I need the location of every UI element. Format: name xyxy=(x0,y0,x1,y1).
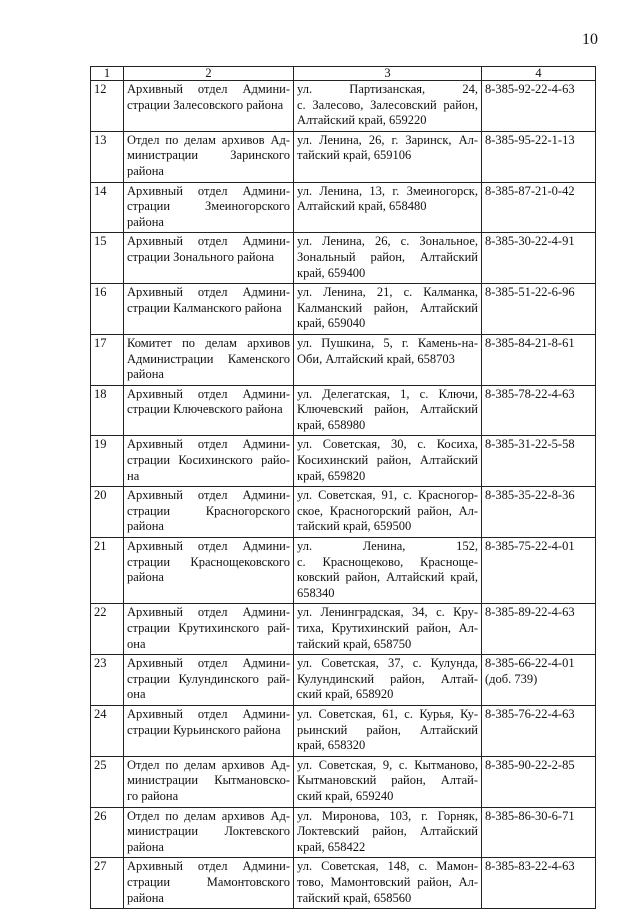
row-number: 12 xyxy=(91,81,124,132)
organization-line: Архивный отдел Админи- xyxy=(127,82,290,96)
organization-line: Архивный отдел Админи- xyxy=(127,183,290,198)
organization-line: страции Курьинского района xyxy=(127,722,281,737)
address-line: тайский край, 659106 xyxy=(297,148,412,163)
organization-line: страции Косихинского райо- xyxy=(127,453,290,468)
organization-line: района xyxy=(127,890,164,905)
address-line: ковский район, Алтайский край, xyxy=(297,570,478,585)
table-row xyxy=(91,334,596,385)
organization-line: Архивный отдел Админи- xyxy=(127,285,290,300)
row-number: 19 xyxy=(91,436,124,487)
address-cell xyxy=(294,807,482,858)
address-line: Ключевский район, Алтайский xyxy=(297,402,478,417)
organization-line: страции Кулундинского рай- xyxy=(127,671,290,686)
organization-line: района xyxy=(127,570,164,585)
organization-line: Администрации Каменского xyxy=(127,351,290,366)
row-number: 23 xyxy=(91,655,124,706)
address-line: Зональный район, Алтайский xyxy=(297,249,478,264)
organization-line: она xyxy=(127,636,146,651)
organization-line: страции Красногорского xyxy=(127,503,290,518)
address-line: край, 659400 xyxy=(297,265,366,280)
table-row xyxy=(91,131,596,182)
table-row xyxy=(91,705,596,756)
address-line: рьинский район, Алтайский xyxy=(297,722,478,737)
phone-cell: 8-385-87-21-0-42 xyxy=(482,182,596,233)
organization-line: Комитет по делам архивов xyxy=(127,335,290,350)
organization-line: Архивный отдел Админи- xyxy=(127,859,290,874)
address-cell xyxy=(294,487,482,538)
address-cell xyxy=(294,385,482,436)
address-line: ул. Советская, 61, с. Курья, Ку- xyxy=(297,706,478,721)
phone-cell: 8-385-84-21-8-61 xyxy=(482,334,596,385)
organization-line: Архивный отдел Админи- xyxy=(127,539,290,554)
table-row xyxy=(91,807,596,858)
address-cell xyxy=(294,604,482,655)
organization-line: района xyxy=(127,519,164,534)
address-line: ский край, 658920 xyxy=(297,687,394,702)
phone-cell: 8-385-35-22-8-36 xyxy=(482,487,596,538)
address-line: ул. Делегатская, 1, с. Ключи, xyxy=(297,386,478,401)
organization-cell xyxy=(124,436,294,487)
address-line: Косихинский район, Алтайский xyxy=(297,453,478,468)
row-number: 25 xyxy=(91,756,124,807)
address-line: край, 658320 xyxy=(297,738,366,753)
column-header-organization: 2 xyxy=(124,67,294,81)
table-row xyxy=(91,756,596,807)
organization-line: го района xyxy=(127,788,179,803)
address-line: ул. Партизанская, 24, xyxy=(297,82,478,96)
address-line: ул. Советская, 148, с. Мамон- xyxy=(297,859,478,874)
column-header-address: 3 xyxy=(294,67,482,81)
organization-line: она xyxy=(127,687,146,702)
address-cell xyxy=(294,131,482,182)
phone-cell: 8-385-51-22-6-96 xyxy=(482,284,596,335)
address-line: Алтайский край, 658480 xyxy=(297,199,427,214)
row-number: 14 xyxy=(91,182,124,233)
address-line: край, 658422 xyxy=(297,839,366,854)
organization-cell xyxy=(124,487,294,538)
address-cell xyxy=(294,858,482,909)
address-line: край, 659040 xyxy=(297,316,366,331)
address-line: ул. Ленина, 21, с. Калманка, xyxy=(297,285,478,300)
organization-line: Архивный отдел Админи- xyxy=(127,386,290,401)
organization-line: страции Калманского района xyxy=(127,300,282,315)
row-number: 24 xyxy=(91,705,124,756)
address-line: Кытмановский район, Алтай- xyxy=(297,773,478,788)
organization-line: Архивный отдел Админи- xyxy=(127,656,290,671)
row-number: 13 xyxy=(91,131,124,182)
organization-line: страции Крутихинского рай- xyxy=(127,621,290,635)
address-line: ул. Советская, 37, с. Кулунда, xyxy=(297,656,478,671)
organization-cell xyxy=(124,756,294,807)
organization-line: Отдел по делам архивов Ад- xyxy=(127,808,290,823)
organization-line: страции Зонального района xyxy=(127,249,275,264)
address-line: край, 658980 xyxy=(297,417,366,432)
address-line: ул. Ленина, 26, с. Зональное, xyxy=(297,234,478,249)
organization-cell xyxy=(124,334,294,385)
phone-cell: 8-385-95-22-1-13 xyxy=(482,131,596,182)
table-row xyxy=(91,81,596,132)
address-line: с. Краснощеково, Краснощe- xyxy=(297,554,478,569)
address-line: тиха, Крутихинский район, Ал- xyxy=(297,621,478,635)
organization-line: Архивный отдел Админи- xyxy=(127,706,290,721)
organization-line: района xyxy=(127,367,164,382)
column-header-phone: 4 xyxy=(482,67,596,81)
address-line: с. Залесово, Залесовский район, xyxy=(297,97,478,112)
address-cell xyxy=(294,334,482,385)
address-line: ул. Советская, 91, с. Красногор- xyxy=(297,488,478,503)
table-row xyxy=(91,233,596,284)
organization-line: страции Ключевского района xyxy=(127,402,283,417)
organization-line: района xyxy=(127,214,164,229)
address-line: Кулундинский район, Алтай- xyxy=(297,671,478,686)
address-line: ул. Пушкина, 5, г. Камень-на- xyxy=(297,335,478,350)
address-line: тово, Мамонтовский район, Ал- xyxy=(297,874,478,889)
phone-cell: 8-385-75-22-4-01 xyxy=(482,538,596,604)
row-number: 16 xyxy=(91,284,124,335)
organization-line: Отдел по делам архивов Ад- xyxy=(127,757,290,772)
phone-cell: 8-385-31-22-5-58 xyxy=(482,436,596,487)
address-cell xyxy=(294,756,482,807)
address-line: Калманский район, Алтайский xyxy=(297,300,478,315)
address-line: край, 659820 xyxy=(297,468,366,483)
organization-cell xyxy=(124,705,294,756)
table-row xyxy=(91,487,596,538)
column-header-number: 1 xyxy=(91,67,124,81)
organization-line: Архивный отдел Админи- xyxy=(127,605,290,620)
row-number: 21 xyxy=(91,538,124,604)
row-number: 27 xyxy=(91,858,124,909)
organization-cell xyxy=(124,538,294,604)
table-header xyxy=(91,67,596,81)
table-row xyxy=(91,284,596,335)
table-row xyxy=(91,858,596,909)
organization-cell xyxy=(124,131,294,182)
address-cell xyxy=(294,182,482,233)
address-line: ский край, 659240 xyxy=(297,788,394,803)
phone-cell: 8-385-66-22-4-01 (доб. 739) xyxy=(482,655,596,706)
organization-line: Архивный отдел Админи- xyxy=(127,234,290,249)
row-number: 15 xyxy=(91,233,124,284)
address-line: Алтайский край, 659220 xyxy=(297,113,427,128)
organization-cell xyxy=(124,655,294,706)
address-cell xyxy=(294,655,482,706)
organization-cell xyxy=(124,233,294,284)
organization-line: Архивный отдел Админи- xyxy=(127,437,290,452)
row-number: 26 xyxy=(91,807,124,858)
organization-line: района xyxy=(127,163,164,178)
organization-cell xyxy=(124,385,294,436)
table-row xyxy=(91,604,596,655)
organization-line: страции Змеиногорского xyxy=(127,199,290,214)
address-cell xyxy=(294,81,482,132)
address-cell xyxy=(294,284,482,335)
organization-line: на xyxy=(127,468,140,483)
table-row xyxy=(91,436,596,487)
header-row xyxy=(91,67,596,81)
phone-cell: 8-385-86-30-6-71 xyxy=(482,807,596,858)
address-line: ул. Ленина, 152, xyxy=(297,539,478,554)
address-line: ул. Ленина, 13, г. Змеиногорск, xyxy=(297,183,478,198)
address-cell xyxy=(294,233,482,284)
organization-line: Архивный отдел Админи- xyxy=(127,488,290,503)
table-row xyxy=(91,182,596,233)
table-row xyxy=(91,538,596,604)
address-line: тайский край, 659500 xyxy=(297,519,412,534)
phone-cell: 8-385-83-22-4-63 xyxy=(482,858,596,909)
organization-line: министрации Заринского xyxy=(127,148,290,163)
table-row xyxy=(91,655,596,706)
phone-cell: 8-385-78-22-4-63 xyxy=(482,385,596,436)
address-line: ул. Ленинградская, 34, с. Кру- xyxy=(297,605,478,620)
address-cell xyxy=(294,538,482,604)
address-cell xyxy=(294,705,482,756)
organization-line: страции Краснощековского xyxy=(127,554,290,569)
organization-line: страции Мамонтовского xyxy=(127,874,290,889)
address-line: ул. Миронова, 103, г. Горняк, xyxy=(297,808,478,823)
organization-line: министрации Локтевского xyxy=(127,824,290,839)
address-line: Локтевский район, Алтайский xyxy=(297,824,478,839)
phone-cell: 8-385-30-22-4-91 xyxy=(482,233,596,284)
archives-table xyxy=(90,66,596,909)
row-number: 17 xyxy=(91,334,124,385)
organization-cell xyxy=(124,858,294,909)
organization-line: Отдел по делам архивов Ад- xyxy=(127,132,290,147)
row-number: 18 xyxy=(91,385,124,436)
address-line: ское, Красногорский район, Ал- xyxy=(297,503,478,518)
address-line: тайский край, 658750 xyxy=(297,636,412,651)
phone-cell: 8-385-76-22-4-63 xyxy=(482,705,596,756)
address-line: ул. Советская, 30, с. Косиха, xyxy=(297,437,478,452)
phone-cell: 8-385-92-22-4-63 xyxy=(482,81,596,132)
address-cell xyxy=(294,436,482,487)
address-line: 658340 xyxy=(297,585,335,600)
page-number: 10 xyxy=(582,31,598,48)
address-line: ул. Ленина, 26, г. Заринск, Ал- xyxy=(297,132,478,147)
organization-line: страции Залесовского района xyxy=(127,97,284,112)
organization-cell xyxy=(124,284,294,335)
organization-cell xyxy=(124,182,294,233)
phone-cell: 8-385-89-22-4-63 xyxy=(482,604,596,655)
address-line: тайский край, 658560 xyxy=(297,890,412,905)
row-number: 20 xyxy=(91,487,124,538)
address-line: ул. Советская, 9, с. Кытманово, xyxy=(297,757,478,772)
address-line: Оби, Алтайский край, 658703 xyxy=(297,351,455,366)
table-row xyxy=(91,385,596,436)
organization-line: района xyxy=(127,839,164,854)
table-body xyxy=(91,81,596,909)
organization-cell xyxy=(124,81,294,132)
phone-cell: 8-385-90-22-2-85 xyxy=(482,756,596,807)
organization-cell xyxy=(124,807,294,858)
organization-line: министрации Кытмановско- xyxy=(127,773,290,788)
row-number: 22 xyxy=(91,604,124,655)
organization-cell xyxy=(124,604,294,655)
